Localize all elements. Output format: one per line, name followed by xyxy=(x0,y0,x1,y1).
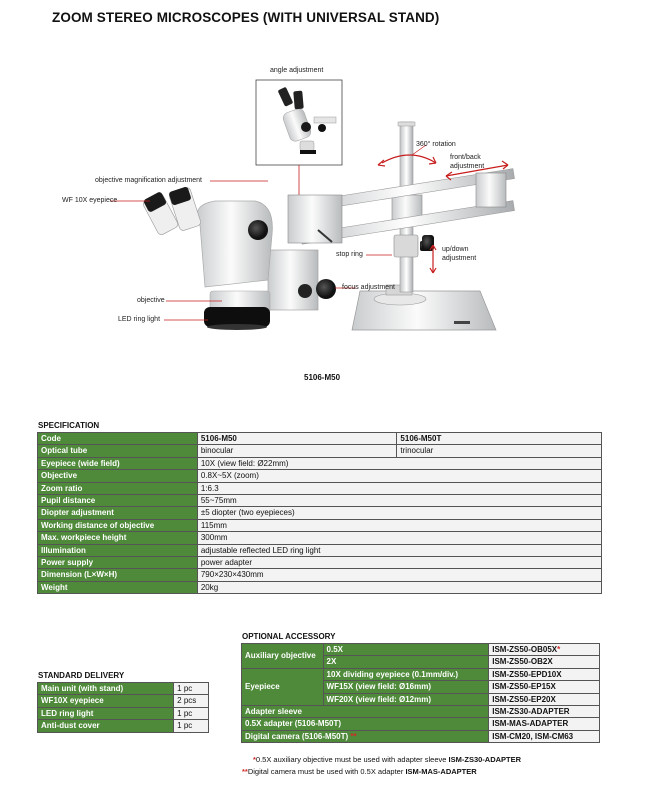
microscope-illustration xyxy=(0,55,645,385)
callout-angle-adjustment: angle adjustment xyxy=(270,67,324,74)
spec-row xyxy=(38,519,602,531)
spec-label: Working distance of objective xyxy=(38,519,198,531)
aux-row-1-code: ISM-ZS50-OB2X xyxy=(489,656,600,668)
spec-value: 790×230×430mm xyxy=(197,569,601,581)
callout-objective-magnification: objective magnification adjustment xyxy=(95,177,203,184)
specification-title: SPECIFICATION xyxy=(38,421,100,430)
standard-delivery-table xyxy=(37,682,209,733)
spec-value-alt: 5106-M50T xyxy=(397,433,602,445)
accessory-note-2: **Digital camera must be used with 0.5X adapter ISM-MAS-ADAPTER xyxy=(242,767,477,776)
spec-value: adjustable reflected LED ring light xyxy=(197,544,601,556)
model-caption: 5106-M50 xyxy=(304,373,341,382)
eye-row-0-code: ISM-ZS50-EPD10X xyxy=(489,668,600,680)
callout-up-down-adjustment: up/down adjustment xyxy=(442,246,477,262)
spec-label: Zoom ratio xyxy=(38,482,198,494)
delivery-row xyxy=(38,707,209,719)
specification-table xyxy=(37,432,602,594)
spec-label: Pupil distance xyxy=(38,495,198,507)
spec-row xyxy=(38,581,602,593)
focus-knob xyxy=(316,279,336,299)
eye-row-2-desc: WF20X (view field: Ø12mm) xyxy=(323,693,489,705)
callout-focus-adjustment: focus adjustment xyxy=(342,284,395,291)
callout-front-back-adjustment: front/back adjustment xyxy=(450,154,485,170)
delivery-row xyxy=(38,720,209,732)
other-row-0-code: ISM-ZS30-ADAPTER xyxy=(489,706,600,718)
stand-base xyxy=(352,285,496,330)
delivery-row xyxy=(38,695,209,707)
spec-label: Eyepiece (wide field) xyxy=(38,457,198,469)
delivery-qty: 1 pc xyxy=(174,707,209,719)
spec-row xyxy=(38,433,602,445)
spec-row xyxy=(38,457,602,469)
spec-value: 10X (view field: Ø22mm) xyxy=(197,457,601,469)
spec-value: binocular xyxy=(197,445,397,457)
spec-row xyxy=(38,557,602,569)
delivery-qty: 2 pcs xyxy=(174,695,209,707)
page-title: ZOOM STEREO MICROSCOPES (WITH UNIVERSAL STAND) xyxy=(52,10,440,25)
focus-rack xyxy=(268,250,318,310)
spec-value: 20kg xyxy=(197,581,601,593)
aux-row-0-desc: 0.5X xyxy=(323,644,489,656)
other-row-1-desc: 0.5X adapter (5106-M50T) xyxy=(242,718,489,730)
spec-row xyxy=(38,495,602,507)
other-row-2-code: ISM-CM20, ISM-CM63 xyxy=(489,730,600,742)
spec-label: Dimension (L×W×H) xyxy=(38,569,198,581)
delivery-row xyxy=(38,683,209,695)
spec-value-alt: trinocular xyxy=(397,445,602,457)
spec-value: ±5 diopter (two eyepieces) xyxy=(197,507,601,519)
delivery-qty: 1 pc xyxy=(174,683,209,695)
spec-value: 55~75mm xyxy=(197,495,601,507)
eye-row-0-desc: 10X dividing eyepiece (0.1mm/div.) xyxy=(323,668,489,680)
optional-accessory-table xyxy=(241,643,600,743)
other-row-2-desc: Digital camera (5106-M50T) ** xyxy=(242,730,489,742)
other-row-1-code: ISM-MAS-ADAPTER xyxy=(489,718,600,730)
aux-row-1-desc: 2X xyxy=(323,656,489,668)
delivery-item: Anti-dust cover xyxy=(38,720,174,732)
spec-label: Diopter adjustment xyxy=(38,507,198,519)
spec-label: Weight xyxy=(38,581,198,593)
delivery-item: WF10X eyepiece xyxy=(38,695,174,707)
delivery-item: LED ring light xyxy=(38,707,174,719)
callout-stop-ring: stop ring xyxy=(336,251,363,258)
other-row-0-desc: Adapter sleeve xyxy=(242,706,489,718)
spec-label: Illumination xyxy=(38,544,198,556)
spec-row xyxy=(38,482,602,494)
microscope-head xyxy=(142,186,272,330)
spec-label: Code xyxy=(38,433,198,445)
spec-row xyxy=(38,507,602,519)
callout-wf10x-eyepiece: WF 10X eyepiece xyxy=(62,197,118,204)
microscope-figure xyxy=(0,55,645,385)
spec-row xyxy=(38,532,602,544)
callout-objective: objective xyxy=(137,297,165,304)
accessory-note-1: *0.5X auxiliary objective must be used with adapter sleeve ISM-ZS30-ADAPTER xyxy=(253,755,522,764)
spec-value: 115mm xyxy=(197,519,601,531)
spec-label: Objective xyxy=(38,470,198,482)
spec-label: Max. workpiece height xyxy=(38,532,198,544)
eye-row-1-desc: WF15X (view field: Ø16mm) xyxy=(323,681,489,693)
delivery-qty: 1 pc xyxy=(174,720,209,732)
callout-led-ring-light: LED ring light xyxy=(118,316,161,323)
stop-ring xyxy=(394,235,418,257)
spec-label: Power supply xyxy=(38,557,198,569)
spec-row xyxy=(38,544,602,556)
eyepiece-label: Eyepiece xyxy=(242,668,324,705)
delivery-item: Main unit (with stand) xyxy=(38,683,174,695)
spec-value: 0.8X~5X (zoom) xyxy=(197,470,601,482)
spec-value: 300mm xyxy=(197,532,601,544)
eye-row-1-code: ISM-ZS50-EP15X xyxy=(489,681,600,693)
spec-label: Optical tube xyxy=(38,445,198,457)
optional-accessory-title: OPTIONAL ACCESSORY xyxy=(242,632,336,641)
callout-360-rotation: 360° rotation xyxy=(416,141,456,148)
standard-delivery-title: STANDARD DELIVERY xyxy=(38,671,125,680)
spec-value: power adapter xyxy=(197,557,601,569)
aux-objective-label: Auxiliary objective xyxy=(242,644,324,669)
aux-row-0-code: ISM-ZS50-OB05X* xyxy=(489,644,600,656)
spec-value: 1:6.3 xyxy=(197,482,601,494)
spec-value: 5106-M50 xyxy=(197,433,397,445)
spec-row xyxy=(38,470,602,482)
spec-row xyxy=(38,445,602,457)
eye-row-2-code: ISM-ZS50-EP20X xyxy=(489,693,600,705)
spec-row xyxy=(38,569,602,581)
